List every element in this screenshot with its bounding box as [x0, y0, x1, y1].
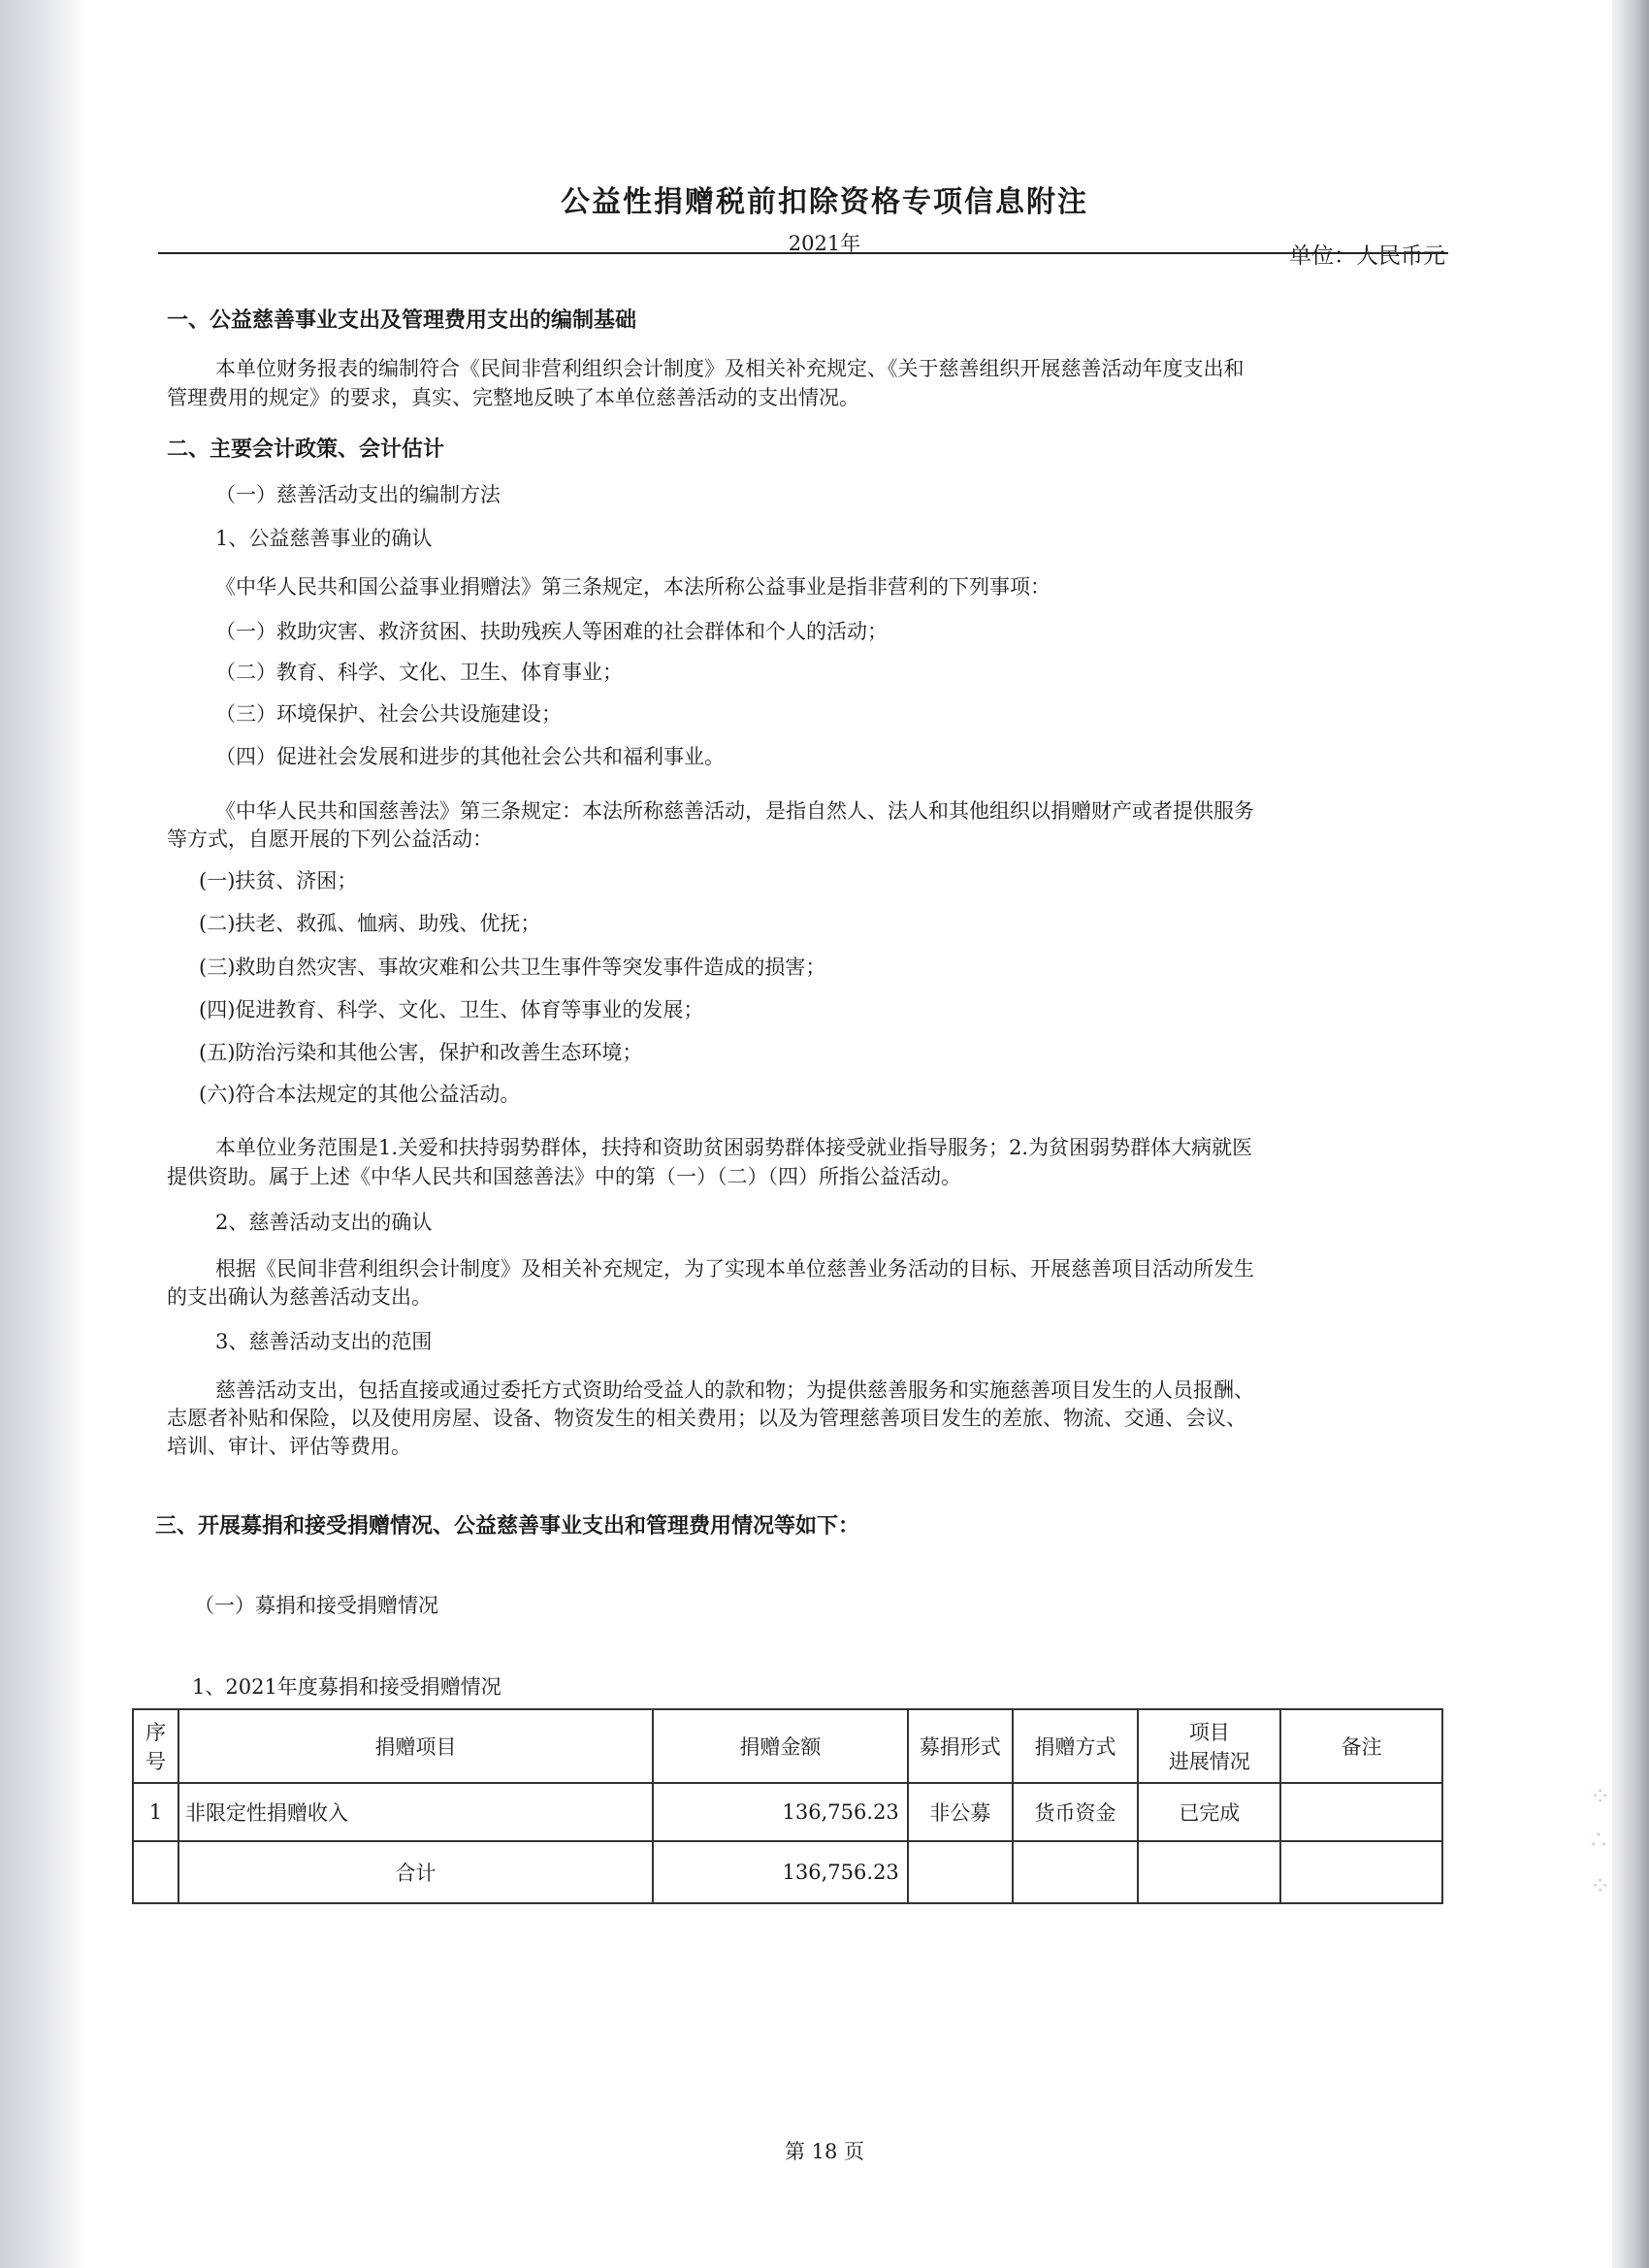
- cell-total-remark: [1280, 1841, 1442, 1903]
- cell-total-amount: 136,756.23: [653, 1841, 908, 1903]
- law2-item: (四)促进教育、科学、文化、卫生、体育等事业的发展；: [199, 998, 704, 1021]
- business-scope-line1: 本单位业务范围是1.关爱和扶持弱势群体，扶持和资助贫困弱势群体接受就业指导服务；2.为贫困弱势群体大病就医: [215, 1136, 1253, 1159]
- section2-item3: 3、慈善活动支出的范围: [215, 1330, 433, 1353]
- cell-total-method: [1013, 1841, 1139, 1903]
- item2-line1: 根据《民间非营利组织会计制度》及相关补充规定，为了实现本单位慈善业务活动的目标、开展慈善项目活动所发生: [215, 1257, 1254, 1280]
- currency-unit: 单位：人民币元: [1289, 243, 1445, 269]
- table-header-row: [133, 1709, 1442, 1783]
- section3-heading: 三、开展募捐和接受捐赠情况、公益慈善事业支出和管理费用情况等如下：: [155, 1513, 860, 1539]
- red-seal-stamp: ⁘ ∴ ⁘: [1584, 1785, 1613, 1902]
- table-row: [133, 1783, 1442, 1841]
- header-method: 捐赠方式: [1013, 1709, 1139, 1783]
- law1-item: （一）救助灾害、救济贫困、扶助残疾人等困难的社会群体和个人的活动；: [215, 620, 888, 643]
- section2-item2: 2、慈善活动支出的确认: [215, 1211, 433, 1234]
- item3-line2: 志愿者补贴和保险，以及使用房屋、设备、物资发生的相关费用；以及为管理慈善项目发生的差旅、物流、交通、会议、: [167, 1407, 1246, 1430]
- header-seq: 序 号: [133, 1709, 178, 1783]
- cell-total-label: 合计: [178, 1841, 653, 1903]
- section1-para-line1: 本单位财务报表的编制符合《民间非营利组织会计制度》及相关补充规定、《关于慈善组织开展慈善活动年度支出和: [215, 357, 1245, 380]
- law1-item: （四）促进社会发展和进步的其他社会公共和福利事业。: [215, 745, 725, 768]
- cell-total-seq: [133, 1841, 178, 1903]
- cell-remark: [1280, 1783, 1442, 1841]
- section1-heading: 一、公益慈善事业支出及管理费用支出的编制基础: [167, 308, 637, 333]
- cell-method: 货币资金: [1013, 1783, 1139, 1841]
- report-year: 2021年: [788, 232, 861, 255]
- law1-item: （三）环境保护、社会公共设施建设；: [215, 702, 562, 726]
- cell-form: 非公募: [908, 1783, 1013, 1841]
- law2-item: (一)扶贫、济困；: [199, 869, 358, 892]
- header-remark: 备注: [1280, 1709, 1442, 1783]
- cell-seq: 1: [133, 1783, 178, 1841]
- section3-sub1: （一）募捐和接受捐赠情况: [194, 1594, 438, 1617]
- header-amount: 捐赠金额: [653, 1709, 908, 1783]
- cell-project: 非限定性捐赠收入: [178, 1783, 653, 1841]
- law2-intro-line1: 《中华人民共和国慈善法》第三条规定：本法所称慈善活动，是指自然人、法人和其他组织以捐赠财产或者提供服务: [215, 799, 1254, 823]
- business-scope-line2: 提供资助。属于上述《中华人民共和国慈善法》中的第（一）（二）（四）所指公益活动。: [167, 1165, 961, 1188]
- law1-item: （二）教育、科学、文化、卫生、体育事业；: [215, 661, 623, 684]
- header-rule: [158, 252, 1448, 254]
- section1-para-line2: 管理费用的规定》的要求，真实、完整地反映了本单位慈善活动的支出情况。: [167, 386, 859, 409]
- header-project: 捐赠项目: [178, 1709, 653, 1783]
- section2-heading: 二、主要会计政策、会计估计: [167, 437, 445, 462]
- law2-item: (五)防治污染和其他公害，保护和改善生态环境；: [199, 1041, 643, 1064]
- law2-item: (六)符合本法规定的其他公益活动。: [199, 1083, 521, 1106]
- donation-table: [132, 1708, 1443, 1904]
- cell-total-progress: [1138, 1841, 1280, 1903]
- item3-line1: 慈善活动支出，包括直接或通过委托方式资助给受益人的款和物；为提供慈善服务和实施慈善项目发生的人员报酬、: [215, 1378, 1254, 1402]
- cell-amount: 136,756.23: [653, 1783, 908, 1841]
- header-form: 募捐形式: [908, 1709, 1013, 1783]
- table-total-row: [133, 1841, 1442, 1903]
- table-caption: 1、2021年度募捐和接受捐赠情况: [192, 1675, 501, 1699]
- item3-line3: 培训、审计、评估等费用。: [167, 1435, 411, 1458]
- law2-item: (二)扶老、救孤、恤病、助残、优抚；: [199, 912, 541, 935]
- header-progress: 项目 进展情况: [1138, 1709, 1280, 1783]
- item2-line2: 的支出确认为慈善活动支出。: [167, 1285, 432, 1309]
- law1-intro: 《中华人民共和国公益事业捐赠法》第三条规定，本法所称公益事业是指非营利的下列事项：: [215, 575, 1051, 599]
- page-number: 第 18 页: [784, 2140, 865, 2163]
- cell-progress: 已完成: [1138, 1783, 1280, 1841]
- section2-item1: 1、公益慈善事业的确认: [215, 527, 433, 550]
- cell-total-form: [908, 1841, 1013, 1903]
- page-title: 公益性捐赠税前扣除资格专项信息附注: [561, 185, 1088, 219]
- law2-item: (三)救助自然灾害、事故灾难和公共卫生事件等突发事件造成的损害；: [199, 956, 826, 979]
- section2-sub1: （一）慈善活动支出的编制方法: [215, 483, 501, 506]
- law2-intro-line2: 等方式，自愿开展的下列公益活动：: [167, 827, 493, 851]
